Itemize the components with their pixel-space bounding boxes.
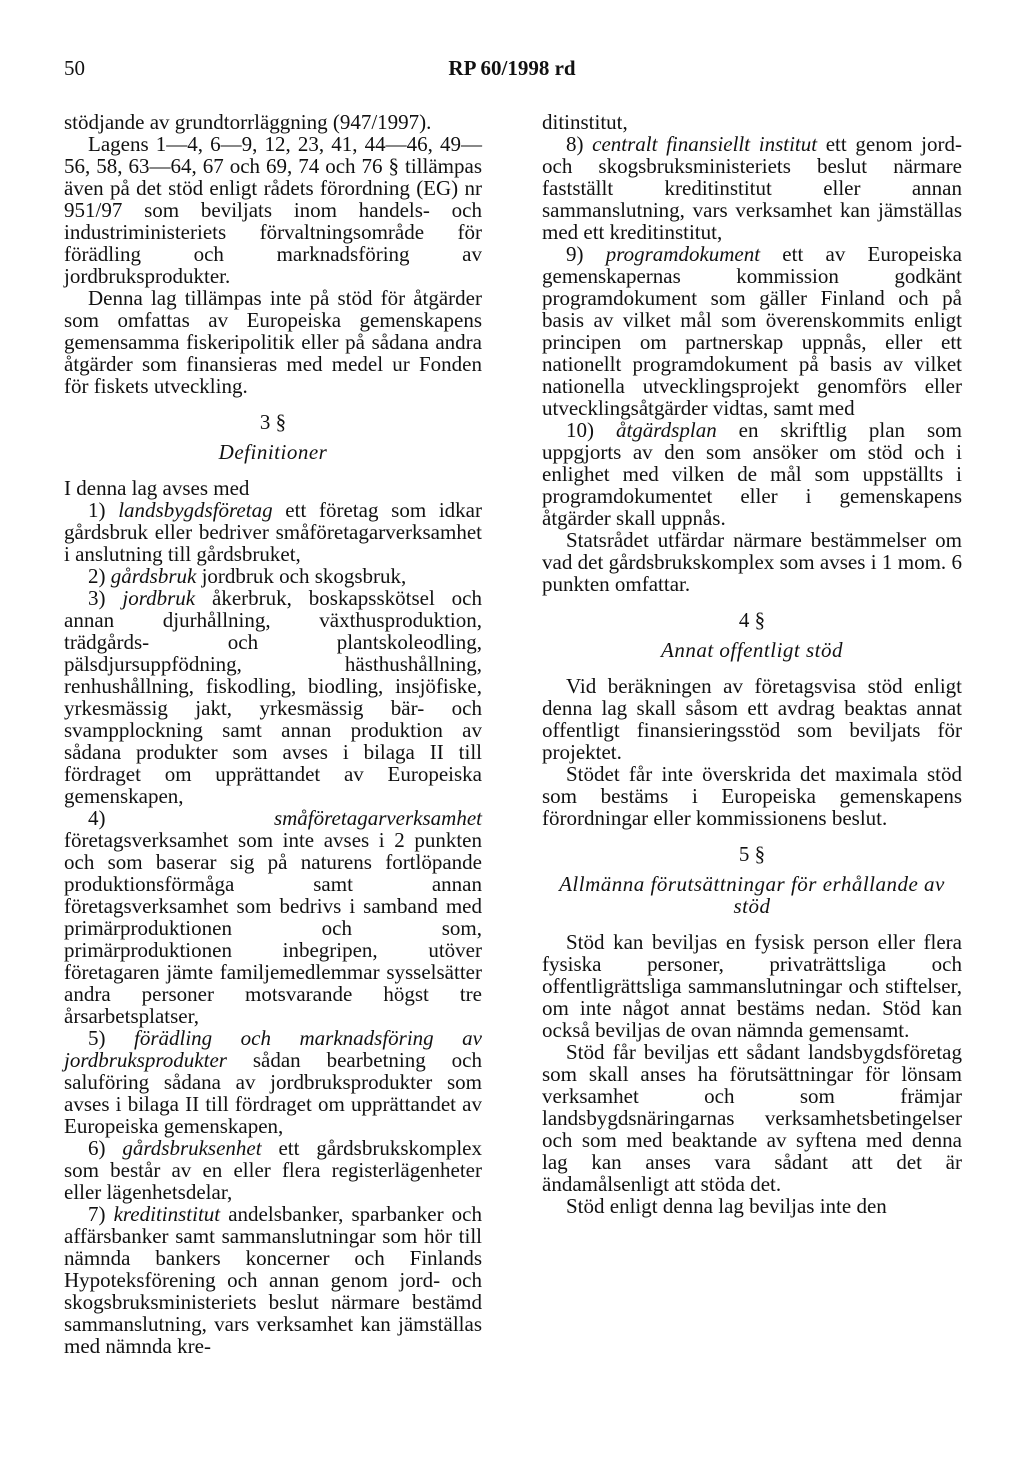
definition-item: 8) centralt finansiellt institut ett genom jord- och skogsbruksministeriets beslut närmare fastställt kreditinstitut eller annan sammanslutning, vars verksamhet kan jämställas med ett kreditinstitut, (542, 132, 962, 244)
definition-item: 2) gårdsbruk jordbruk och skogsbruk, (88, 564, 407, 588)
section-number: 3 § (259, 410, 287, 434)
definition-term: landsbygdsföretag (118, 498, 273, 522)
paragraph: ditinstitut, (542, 110, 628, 134)
definition-item: 6) gårdsbruksenhet ett gårdsbrukskomplex som består av en eller flera registerlägenheter eller lägenhetsdelar, (64, 1136, 482, 1204)
definition-item: 5) förädling och marknadsföring av jordbruksprodukter sådan bearbetning och saluföring sådana av jordbruksprodukter som avses i bilaga II till fördraget om upprättandet av Europeiska gemenskapen, (64, 1026, 482, 1138)
paragraph: Stöd kan beviljas en fysisk person eller flera fysiska personer, privaträttsliga och offentligrättsliga sammanslutningar och stiftelser, om inte något annat bestäms nedan. Stöd kan också beviljas de ovan nämnda gemensamt. (542, 930, 962, 1042)
right-column (542, 111, 962, 1217)
paragraph: Stödet får inte överskrida det maximala stöd som bestäms i Europeiska gemenskapens förordningar eller kommissionens beslut. (542, 762, 962, 830)
paragraph: Statsrådet utfärdar närmare bestämmelser om vad det gårdsbrukskomplex som avses i 1 mom. 6 punkten omfattar. (542, 528, 962, 596)
paragraph: Vid beräkningen av företagsvisa stöd enligt denna lag skall såsom ett avdrag beaktas annat offentligt finansieringsstöd som beviljats för projektet. (542, 674, 962, 764)
definition-item: 4) småföretagarverksamhet företagsverksamhet som inte avses i 2 punkten och som baserar sig på naturens fortlöpande produktionsförmåga samt annan företagsverksamhet som bedrivs i samband med primärproduktionen och som, primärproduktionen inbegripen, utöver företagaren jämte familjemedlemmar sysselsätter andra personer motsvarande högst tre årsarbetsplatser, (64, 806, 482, 1028)
definition-term: åtgärdsplan (615, 418, 717, 442)
definition-item: 7) kreditinstitut andelsbanker, sparbanker och affärsbanker samt sammanslutningar som hör till nämnda bankers koncerner och Finlands Hypoteksförening och annan genom jord- och skogsbruksministeriets beslut närmare bestämd sammanslutning, vars verksamhet kan jämställas med nämnda kre- (64, 1202, 482, 1358)
section-number: 4 § (738, 608, 766, 632)
page-number: 50 (64, 56, 85, 80)
definition-term: småföretagarverksamhet (273, 806, 482, 830)
definition-item: 3) jordbruk åkerbruk, boskapsskötsel och annan djurhållning, växthusproduktion, trädgårds- och plantskoleodling, pälsdjursuppfödning, hästhushållning, renhushållning, fiskodling, biodling, insjöfiske, yrkesmässig jakt, yrkesmässig bär- och svampplockning samt annan produktion av sådana produkter som avses i bilaga II till fördraget om upprättandet av Europeiska gemenskapen, (64, 586, 482, 808)
section-title: Annat offentligt stöd (661, 638, 843, 662)
paragraph: stödjande av grundtorrläggning (947/1997). (64, 110, 432, 134)
definition-item: 9) programdokument ett av Europeiska gemenskapernas kommission godkänt programdokument som gäller Finland och på basis av vilket mål som överenskommits enligt principen om partnerskap uppnås, eller ett nationellt programdokument på basis av vilket nationella utvecklingsprojekt genomförs eller utvecklingsåtgärder vidtas, samt med (542, 242, 963, 420)
definition-term: jordbruk (122, 586, 196, 610)
left-column (64, 111, 482, 1357)
definition-term: gårdsbruksenhet (122, 1136, 262, 1160)
paragraph: Stöd får beviljas ett sådant landsbygdsföretag som skall anses ha förutsättningar för lönsam verksamhet och som främjar landsbygdsnäringarnas verksamhetsbetingelser och som med beaktande av syftena med denna lag kan anses vara sådant att det är ändamålsenligt att stöda det. (542, 1040, 962, 1196)
definition-term: kreditinstitut (113, 1202, 221, 1226)
definition-term: programdokument (605, 242, 761, 266)
definition-term: centralt finansiellt institut (592, 132, 818, 156)
page-header (0, 56, 1024, 86)
document-id: RP 60/1998 rd (448, 56, 576, 80)
section-title: Allmänna förutsättningar för erhållande av stöd (559, 872, 945, 918)
definition-term: förädling och marknadsföring av jordbruksprodukter (64, 1026, 482, 1072)
section-title: Definitioner (218, 440, 328, 464)
paragraph: Lagens 1—4, 6—9, 12, 23, 41, 44—46, 49—56, 58, 63—64, 67 och 69, 74 och 76 § tillämpas även på det stöd enligt rådets förordning (EG) nr 951/97 som beviljats inom handels- och industriministeriets förvaltningsområde för förädling och marknadsföring av jordbruksprodukter. (64, 132, 482, 288)
definition-item: 10) åtgärdsplan en skriftlig plan som uppgjorts av den som ansöker om stöd och i enlighet med vilken de mål som uppställts i programdokumentet eller i gemenskapens åtgärder skall uppnås. (542, 418, 962, 530)
section-number: 5 § (738, 842, 766, 866)
definition-item: 1) landsbygdsföretag ett företag som idkar gårdsbruk eller bedriver småföretagarverksamhet i anslutning till gårdsbruket, (64, 498, 483, 566)
paragraph: I denna lag avses med (64, 476, 250, 500)
definition-term: gårdsbruk (110, 564, 197, 588)
paragraph: Stöd enligt denna lag beviljas inte den (566, 1194, 887, 1218)
paragraph: Denna lag tillämpas inte på stöd för åtgärder som omfattas av Europeiska gemenskapens gemensamma fiskeripolitik eller på sådana andra åtgärder som finansieras med medel ur Fonden för fiskets utveckling. (64, 286, 482, 398)
